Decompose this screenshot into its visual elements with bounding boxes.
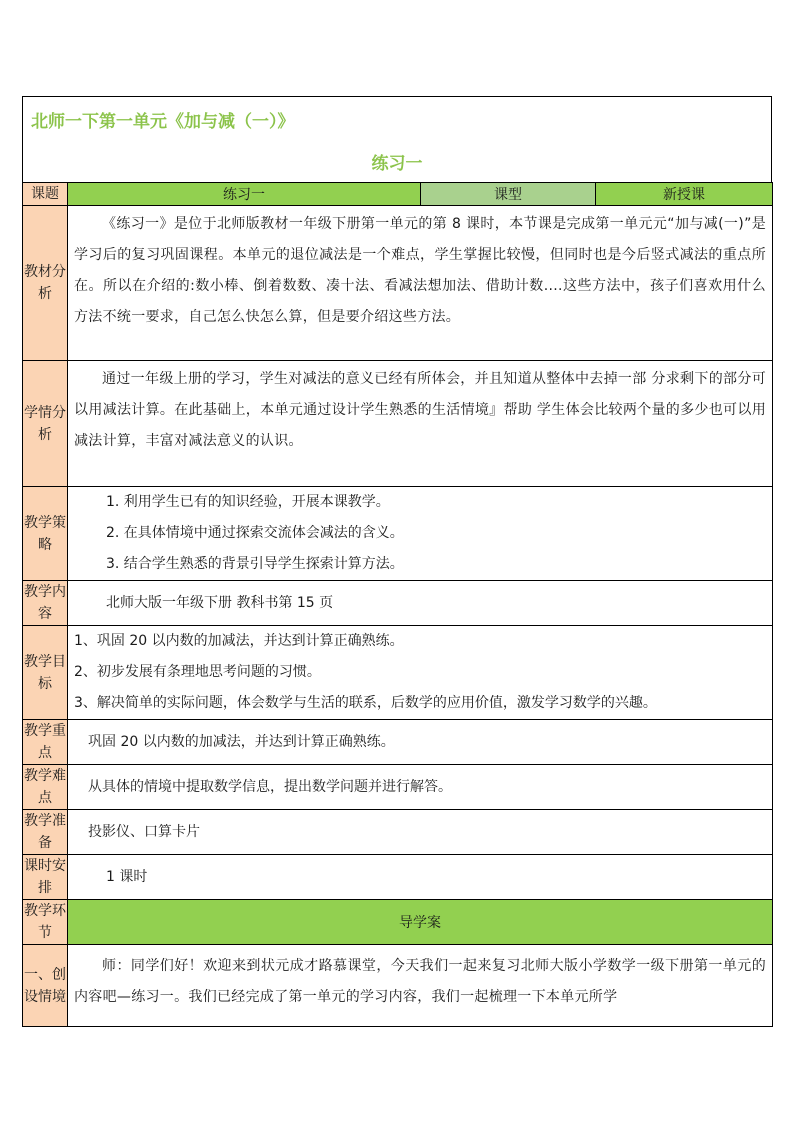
key-point-row: [23, 720, 773, 765]
strategy-row: [23, 487, 773, 581]
lesson-plan-table: [22, 182, 773, 1027]
goal-item: 3、解决简单的实际问题，体会数学与生活的联系，后数学的应用价值，激发学习数学的兴趣。: [74, 695, 657, 711]
preparation-row: [23, 810, 773, 855]
content-row: [23, 581, 773, 626]
lesson-plan-document: [22, 96, 772, 1027]
topic-value: 练习一: [68, 183, 421, 206]
process-row: [23, 900, 773, 945]
key-point-text: 巩固 20 以内数的加减法，并达到计算正确熟练。: [88, 733, 395, 750]
strategy-item: 2. 在具体情境中通过探索交流体会减法的含义。: [106, 525, 404, 541]
schedule-text: 1 课时: [106, 868, 148, 885]
unit-title: 北师一下第一单元《加与减（一）》: [31, 112, 295, 132]
type-label: 课型: [421, 183, 596, 206]
topic-row: [23, 183, 773, 206]
difficulty-text: 从具体的情境中提取数学信息，提出数学问题并进行解答。: [88, 778, 452, 795]
student-analysis-text: 通过一年级上册的学习，学生对减法的意义已经有所体会，并且知道从整体中去掉一部 分求剩下的部分可以用减法计算。在此基础上，本单元通过设计学生熟悉的生活情境』帮助 学生体会比较两个量的多少也可以用减法计算，丰富对减法意义的认识。: [74, 371, 766, 449]
scene-label: 一、创设情境: [23, 945, 68, 1027]
goal-item: 1、巩固 20 以内数的加减法，并达到计算正确熟练。: [74, 633, 404, 649]
schedule-row: [23, 855, 773, 900]
difficulty-label: 教学难点: [23, 765, 68, 810]
strategy-item: 1. 利用学生已有的知识经验，开展本课教学。: [106, 494, 390, 510]
scene-row: [23, 945, 773, 1027]
textbook-analysis-text: 《练习一》是位于北师版教材一年级下册第一单元的第 8 课时，本节课是完成第一单元元“加与减(一)”是学习后的复习巩固课程。本单元的退位减法是一个难点，学生掌握比较慢，但同时也是今后竖式减法的重点所在。所以在介绍的:数小棒、倒着数数、凑十法、看减法想加法、借助计数....这些方法中，孩子们喜欢用什么方法不统一要求，自己怎么快怎么算，但是要介绍这些方法。: [74, 216, 766, 325]
key-point-label: 教学重点: [23, 720, 68, 765]
preparation-label: 教学准备: [23, 810, 68, 855]
process-label: 教学环节: [23, 900, 68, 945]
process-text: 导学案: [68, 900, 773, 945]
lesson-title: 练习一: [371, 154, 423, 174]
textbook-analysis-label: 教材分析: [23, 206, 68, 361]
goal-item: 2、初步发展有条理地思考问题的习惯。: [74, 664, 321, 680]
content-text: 北师大版一年级下册 教科书第 15 页: [106, 594, 334, 611]
student-analysis-row: [23, 361, 773, 487]
textbook-analysis-row: [23, 206, 773, 361]
schedule-label: 课时安排: [23, 855, 68, 900]
goals-label: 教学目标: [23, 626, 68, 720]
document-header: [22, 96, 772, 182]
strategy-item: 3. 结合学生熟悉的背景引导学生探索计算方法。: [106, 556, 404, 572]
type-value: 新授课: [596, 183, 773, 206]
strategy-label: 教学策略: [23, 487, 68, 581]
goals-row: [23, 626, 773, 720]
scene-text: 师：同学们好！欢迎来到状元成才路慕课堂，今天我们一起来复习北师大版小学数学一级下册第一单元的内容吧—练习一。我们已经完成了第一单元的学习内容，我们一起梳理一下本单元所学: [74, 958, 766, 1005]
student-analysis-label: 学情分析: [23, 361, 68, 487]
difficulty-row: [23, 765, 773, 810]
content-label: 教学内容: [23, 581, 68, 626]
preparation-text: 投影仪、口算卡片: [88, 823, 200, 840]
topic-label: 课题: [23, 183, 68, 206]
